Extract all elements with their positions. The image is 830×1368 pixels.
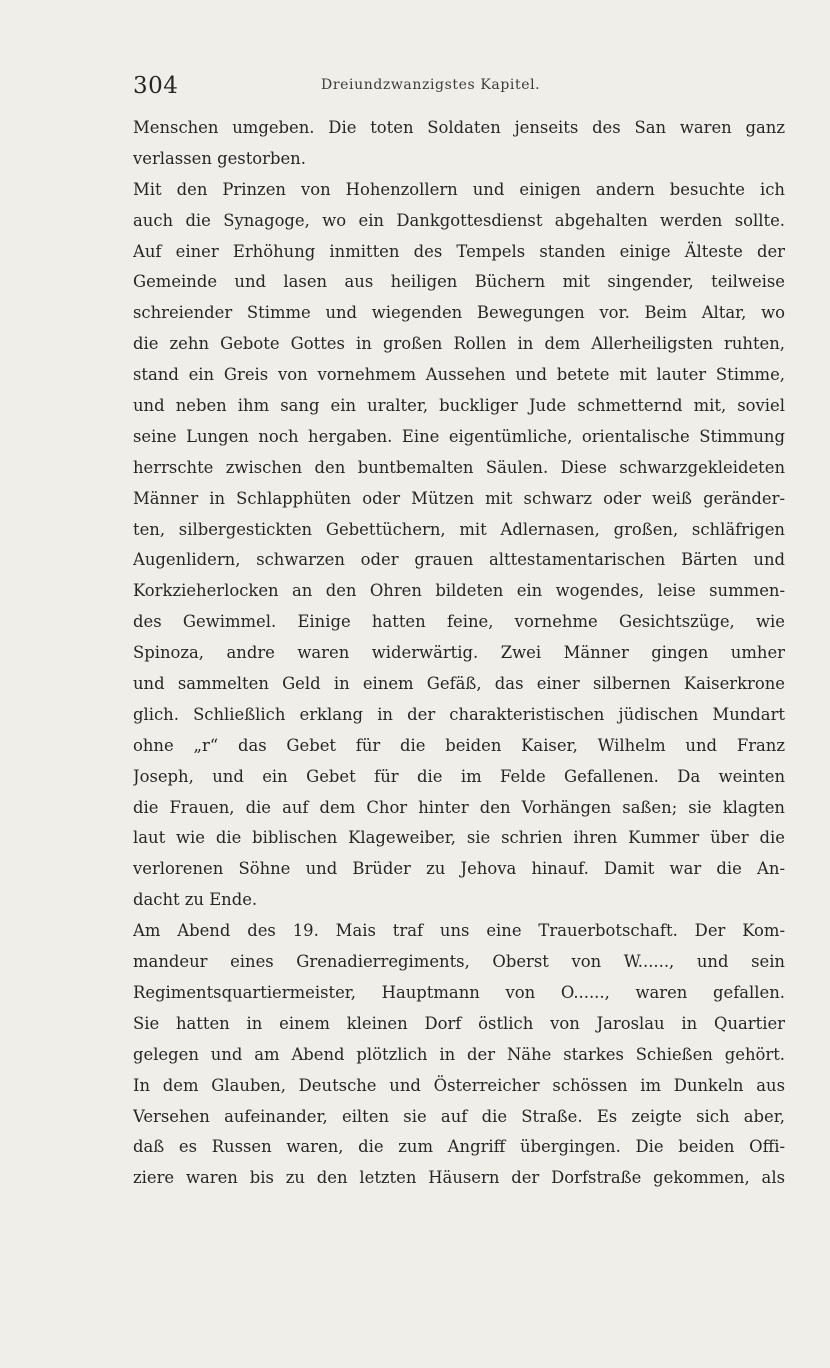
text-line: Mit den Prinzen von Hohenzollern und einigen andern besuchte ich — [133, 179, 785, 199]
text-line: Regimentsquartiermeister, Hauptmann von O......, waren gefallen. — [133, 982, 785, 1002]
text-line: laut wie die biblischen Klageweiber, sie schrien ihren Kummer über die — [133, 828, 785, 848]
text-line: ohne „r“ das Gebet für die beiden Kaiser, Wilhelm und Franz — [133, 735, 785, 755]
text-line: daß es Russen waren, die zum Angriff übergingen. Die beiden Offi- — [133, 1137, 785, 1157]
text-line: ten, silbergestickten Gebettüchern, mit Adlernasen, großen, schläfrigen — [133, 519, 785, 539]
text-line: Augenlidern, schwarzen oder grauen alttestamentarischen Bärten und — [133, 550, 785, 570]
page-header — [133, 73, 785, 107]
text-line: verlorenen Söhne und Brüder zu Jehova hinauf. Damit war die An- — [133, 859, 785, 879]
text-line: des Gewimmel. Einige hatten feine, vornehme Gesichtszüge, wie — [133, 612, 785, 632]
text-line: stand ein Greis von vornehmem Aussehen und betete mit lauter Stimme, — [133, 365, 785, 385]
text-line: Auf einer Erhöhung inmitten des Tempels standen einige Älteste der — [133, 241, 785, 261]
text-line: schreiender Stimme und wiegenden Bewegungen vor. Beim Altar, wo — [133, 303, 785, 323]
text-line: glich. Schließlich erklang in der charakteristischen jüdischen Mundart — [133, 704, 785, 724]
text-line: Spinoza, andre waren widerwärtig. Zwei Männer gingen umher — [133, 643, 785, 663]
text-line: die Frauen, die auf dem Chor hinter den Vorhängen saßen; sie klagten — [133, 797, 785, 817]
text-line: herrschte zwischen den buntbemalten Säulen. Diese schwarzgekleideten — [133, 457, 785, 477]
text-line: auch die Synagoge, wo ein Dankgottesdienst abgehalten werden sollte. — [133, 210, 785, 230]
text-line: Am Abend des 19. Mais traf uns eine Trauerbotschaft. Der Kom- — [133, 921, 785, 941]
text-line: Menschen umgeben. Die toten Soldaten jenseits des San waren ganz — [133, 118, 785, 137]
text-line: Männer in Schlapphüten oder Mützen mit schwarz oder weiß geränder- — [133, 488, 785, 508]
text-line: die zehn Gebote Gottes in großen Rollen in dem Allerheiligsten ruhten, — [133, 334, 785, 354]
text-line: mandeur eines Grenadierregiments, Oberst von W......, und sein — [133, 952, 785, 972]
text-line: Gemeinde und lasen aus heiligen Büchern mit singender, teilweise — [133, 272, 785, 292]
text-line: und neben ihm sang ein uralter, buckliger Jude schmetternd mit, soviel — [133, 396, 785, 416]
page-number: 304 — [133, 73, 179, 99]
text-line: Joseph, und ein Gebet für die im Felde Gefallenen. Da weinten — [133, 766, 785, 786]
text-line: ziere waren bis zu den letzten Häusern der Dorfstraße gekommen, als — [133, 1168, 785, 1188]
text-line: verlassen gestorben. — [133, 148, 306, 168]
text-line: Sie hatten in einem kleinen Dorf östlich von Jaroslau in Quartier — [133, 1013, 785, 1033]
text-line: gelegen und am Abend plötzlich in der Nähe starkes Schießen gehört. — [133, 1044, 785, 1064]
text-line: In dem Glauben, Deutsche und Österreicher schössen im Dunkeln aus — [133, 1075, 785, 1095]
running-head: Dreiundzwanzigstes Kapitel. — [321, 77, 541, 93]
text-line: Versehen aufeinander, eilten sie auf die Straße. Es zeigte sich aber, — [133, 1106, 785, 1126]
body-text — [133, 113, 785, 1194]
text-line: seine Lungen noch hergaben. Eine eigentümliche, orientalische Stimmung — [133, 426, 785, 446]
text-line: und sammelten Geld in einem Gefäß, das einer silbernen Kaiserkrone — [133, 674, 785, 694]
text-line: Korkzieherlocken an den Ohren bildeten ein wogendes, leise summen- — [133, 581, 785, 601]
text-line: dacht zu Ende. — [133, 890, 258, 910]
